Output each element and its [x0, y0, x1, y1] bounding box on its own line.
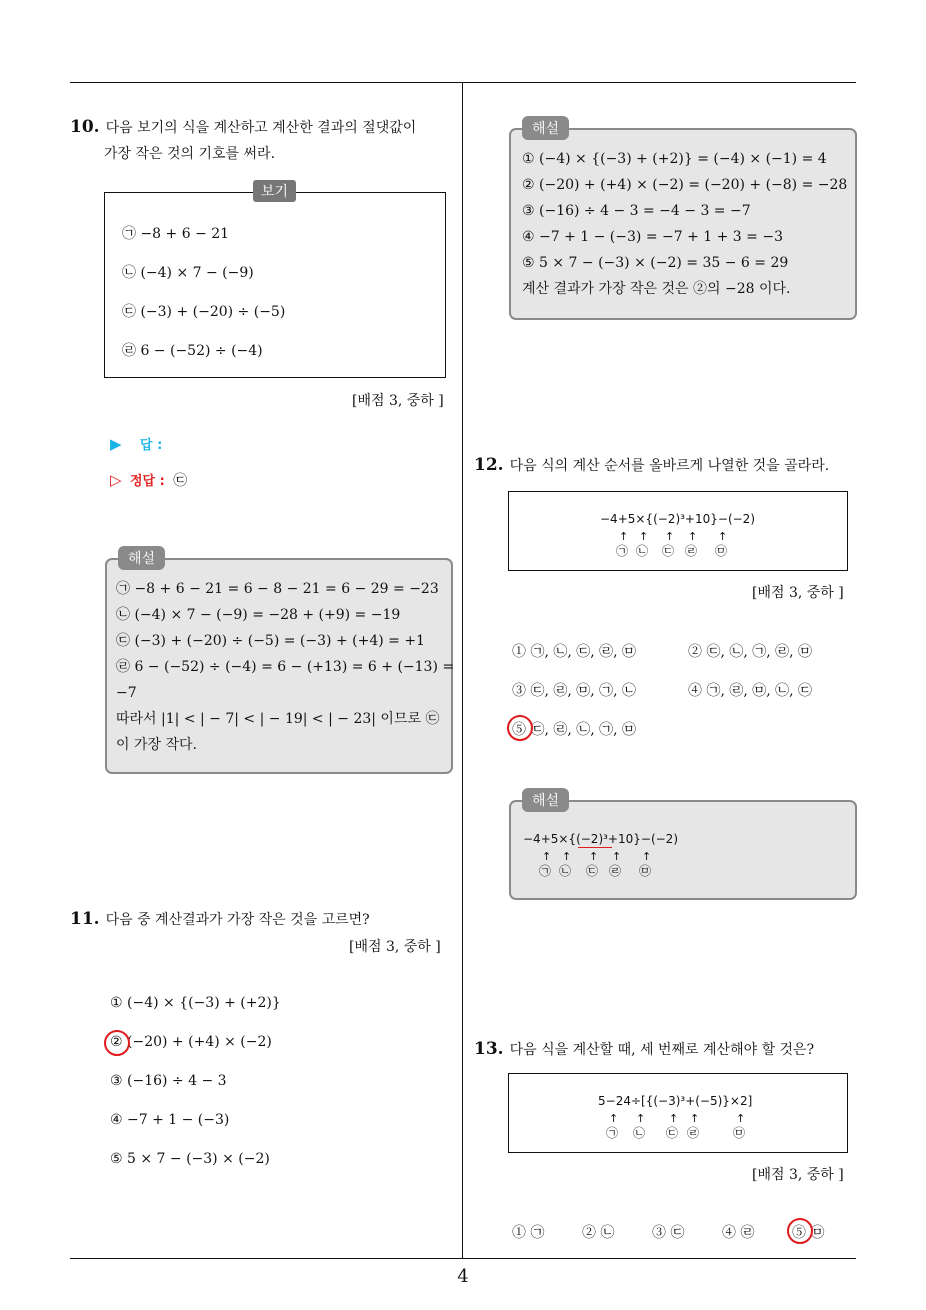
answer-label: 답 :: [140, 438, 163, 453]
q12-exp-label-1: ㉠: [539, 864, 552, 878]
q12-expression: −4+5×{(−2)³+10}−(−2): [600, 512, 755, 526]
q11-exp-line: ③ (−16) ÷ 4 − 3 = −4 − 3 = −7: [522, 203, 751, 219]
arrow-up-icon: ↑: [619, 530, 629, 543]
q10-exp-line: 이 가장 작다.: [116, 737, 197, 753]
q10-exp-line: ㉣ 6 − (−52) ÷ (−4) = 6 − (+13) = 6 + (−13) =: [116, 659, 455, 675]
q11-exp-line: ⑤ 5 × 7 − (−3) × (−2) = 35 − 6 = 29: [522, 255, 789, 271]
arrow-up-icon: ↑: [609, 1112, 619, 1125]
q10-exp-line: −7: [116, 685, 137, 701]
q13-option-3[interactable]: ③ ㉢: [652, 1225, 685, 1241]
q13-label-5: ㉤: [733, 1126, 746, 1140]
q12-exp-label-3: ㉢: [586, 864, 599, 878]
q12-label-3: ㉢: [662, 544, 675, 558]
arrow-up-icon: ↑: [562, 850, 572, 863]
q12-number: 12.: [474, 455, 504, 475]
arrow-up-icon: ↑: [690, 1112, 700, 1125]
q12-exp-label-4: ㉣: [609, 864, 622, 878]
arrow-up-icon: ↑: [639, 530, 649, 543]
q12-label-1: ㉠: [616, 544, 629, 558]
q11-exp-line: 계산 결과가 가장 작은 것은 ②의 −28 이다.: [522, 281, 791, 297]
q12-label-5: ㉤: [715, 544, 728, 558]
q13-question: [474, 1036, 814, 1063]
arrow-up-icon: ↑: [642, 850, 652, 863]
q11-exp-line: ② (−20) + (+4) × (−2) = (−20) + (−8) = −28: [522, 177, 848, 193]
q12-text: 다음 식의 계산 순서를 올바르게 나열한 것을 골라라.: [509, 458, 830, 474]
q11-explanation-text: [522, 146, 847, 302]
q13-label-3: ㉢: [666, 1126, 679, 1140]
q13-label-1: ㉠: [606, 1126, 619, 1140]
q11-question: [70, 906, 370, 933]
correct-marker-icon: ▷: [110, 471, 122, 489]
q11-option-5[interactable]: ⑤ 5 × 7 − (−3) × (−2): [110, 1151, 270, 1167]
arrow-up-icon: ↑: [736, 1112, 746, 1125]
q11-option-4[interactable]: ④ −7 + 1 − (−3): [110, 1112, 230, 1128]
q10-correct-row: [110, 470, 187, 490]
q12-option-2[interactable]: ② ㉢, ㉡, ㉠, ㉣, ㉤: [688, 644, 813, 660]
q13-option-4[interactable]: ④ ㉣: [722, 1225, 755, 1241]
q13-expression: 5−24÷[{(−3)³+(−5)}×2]: [598, 1094, 753, 1108]
q10-score: [배점 3, 중하 ]: [352, 393, 444, 409]
q13-option-2[interactable]: ② ㉡: [582, 1225, 615, 1241]
q13-label-4: ㉣: [687, 1126, 700, 1140]
q10-exp-line: ㉡ (−4) × 7 − (−9) = −28 + (+9) = −19: [116, 607, 401, 623]
q10-item-2: ㉡ (−4) × 7 − (−9): [122, 265, 254, 281]
q10-exp-line: ㉢ (−3) + (−20) ÷ (−5) = (−3) + (+4) = +1: [116, 633, 425, 649]
arrow-up-icon: ↑: [669, 1112, 679, 1125]
q12-exp-expression: −4+5×{(−2)³+10}−(−2): [523, 832, 678, 846]
q11-score: [배점 3, 중하 ]: [349, 939, 441, 955]
q12-label-2: ㉡: [636, 544, 649, 558]
q12-option-3[interactable]: ③ ㉢, ㉣, ㉤, ㉠, ㉡: [512, 683, 637, 699]
q11-option-1[interactable]: ① (−4) × {(−3) + (+2)}: [110, 995, 281, 1011]
q10-explanation-label: 해설: [118, 546, 165, 570]
q10-question: [70, 114, 460, 167]
q11-selected-mark: [104, 1030, 130, 1056]
answer-marker-icon: ▶: [110, 435, 122, 453]
top-rule: [70, 82, 856, 83]
q12-explanation-label: 해설: [522, 788, 569, 812]
correct-value: ㉢: [173, 473, 188, 489]
q11-text: 다음 중 계산결과가 가장 작은 것을 고르면?: [105, 912, 370, 928]
correct-label: 정답 :: [130, 474, 165, 489]
q12-exp-label-2: ㉡: [559, 864, 572, 878]
q11-exp-line: ④ −7 + 1 − (−3) = −7 + 1 + 3 = −3: [522, 229, 783, 245]
q10-exp-line: ㉠ −8 + 6 − 21 = 6 − 8 − 21 = 6 − 29 = −23: [116, 581, 439, 597]
arrow-up-icon: ↑: [665, 530, 675, 543]
q10-text-line1: 다음 보기의 식을 계산하고 계산한 결과의 절댓값이: [105, 120, 417, 136]
q12-expression-box: [508, 491, 848, 571]
q13-score: [배점 3, 중하 ]: [752, 1167, 844, 1183]
arrow-up-icon: ↑: [589, 850, 599, 863]
q12-option-1[interactable]: ① ㉠, ㉡, ㉢, ㉣, ㉤: [512, 644, 637, 660]
q12-exp-underline: [578, 847, 612, 848]
q11-explanation-label: 해설: [522, 116, 569, 140]
q13-option-5[interactable]: ⑤ ㉤: [792, 1225, 825, 1241]
q12-label-4: ㉣: [685, 544, 698, 558]
q13-number: 13.: [474, 1039, 504, 1059]
q10-bogi-label: 보기: [253, 180, 296, 202]
q10-number: 10.: [70, 117, 100, 137]
q12-exp-label-5: ㉤: [639, 864, 652, 878]
arrow-up-icon: ↑: [688, 530, 698, 543]
q13-selected-mark: [787, 1218, 813, 1244]
q12-option-5[interactable]: ⑤ ㉢, ㉣, ㉡, ㉠, ㉤: [512, 722, 637, 738]
q13-label-2: ㉡: [633, 1126, 646, 1140]
q11-number: 11.: [70, 909, 100, 929]
q12-question: [474, 452, 829, 479]
q11-option-3[interactable]: ③ (−16) ÷ 4 − 3: [110, 1073, 227, 1089]
q10-explanation-text: [116, 576, 454, 758]
q13-option-1[interactable]: ① ㉠: [512, 1225, 545, 1241]
q10-item-3: ㉢ (−3) + (−20) ÷ (−5): [122, 304, 286, 320]
arrow-up-icon: ↑: [636, 1112, 646, 1125]
q10-exp-line: 따라서 |1| < | − 7| < | − 19| < | − 23| 이므로 ㉢: [116, 711, 440, 727]
column-divider: [462, 82, 463, 1258]
q10-text-line2: 가장 작은 것의 기호를 써라.: [104, 146, 276, 162]
q13-text: 다음 식을 계산할 때, 세 번째로 계산해야 할 것은?: [509, 1042, 815, 1058]
arrow-up-icon: ↑: [718, 530, 728, 543]
page-number: 4: [457, 1266, 469, 1287]
arrow-up-icon: ↑: [612, 850, 622, 863]
bottom-rule: [70, 1258, 856, 1259]
arrow-up-icon: ↑: [542, 850, 552, 863]
q10-answer-row: [110, 434, 162, 453]
q11-exp-line: ① (−4) × {(−3) + (+2)} = (−4) × (−1) = 4: [522, 151, 827, 167]
q12-selected-mark: [507, 715, 533, 741]
q10-item-1: ㉠ −8 + 6 − 21: [122, 226, 230, 242]
q11-option-2[interactable]: ② (−20) + (+4) × (−2): [110, 1034, 272, 1050]
q10-item-4: ㉣ 6 − (−52) ÷ (−4): [122, 343, 263, 359]
q12-option-4[interactable]: ④ ㉠, ㉣, ㉤, ㉡, ㉢: [688, 683, 813, 699]
q12-score: [배점 3, 중하 ]: [752, 585, 844, 601]
